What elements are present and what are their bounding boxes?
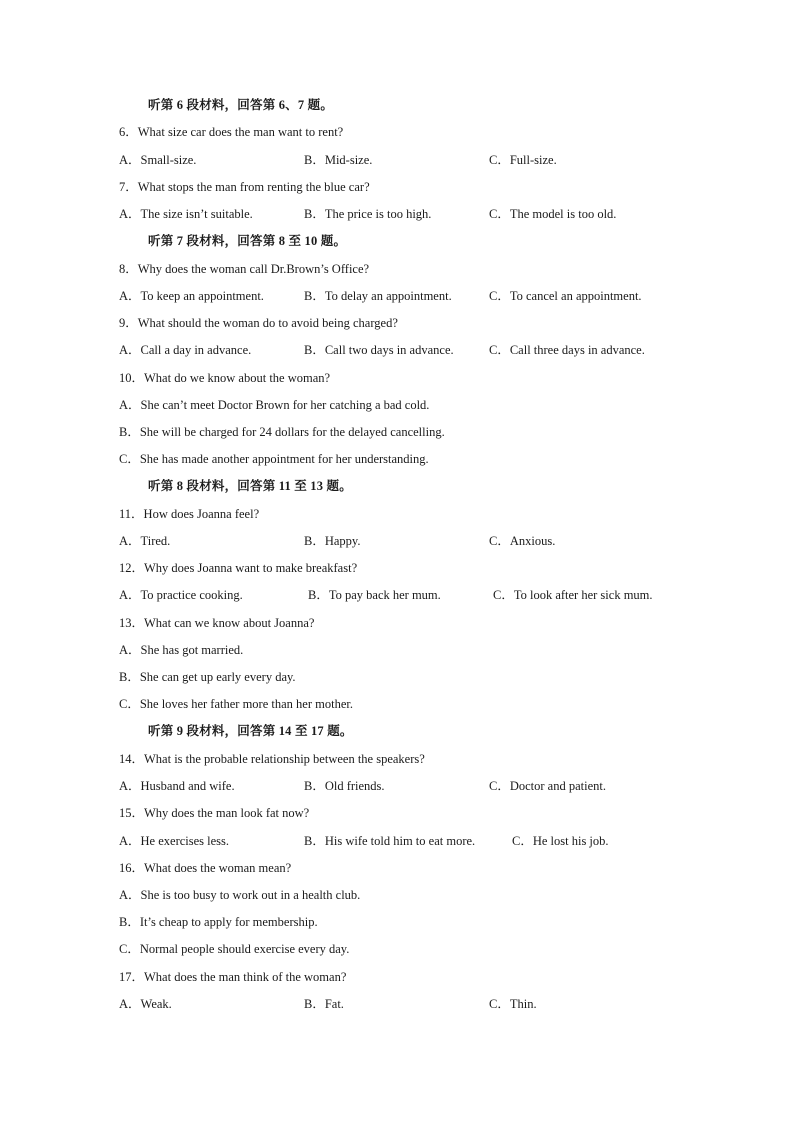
question-6: 6．What size car does the man want to rent? bbox=[119, 125, 344, 139]
option-c: C．Thin. bbox=[489, 997, 537, 1011]
option-b: B．Call two days in advance. bbox=[304, 343, 454, 357]
option-c: C．To look after her sick mum. bbox=[493, 588, 653, 602]
option-a: A．She can’t meet Doctor Brown for her catching a bad cold. bbox=[119, 398, 430, 412]
question-13: 13．What can we know about Joanna? bbox=[119, 616, 315, 630]
option-a: A．The size isn’t suitable. bbox=[119, 207, 253, 221]
option-a: A．Small-size. bbox=[119, 153, 197, 167]
option-b: B．She can get up early every day. bbox=[119, 670, 296, 684]
option-b: B．Happy. bbox=[304, 534, 361, 548]
option-a: A．Weak. bbox=[119, 997, 172, 1011]
option-b: B．Old friends. bbox=[304, 779, 385, 793]
option-a: A．Tired. bbox=[119, 534, 171, 548]
option-b: B．Fat. bbox=[304, 997, 344, 1011]
option-a: A．To keep an appointment. bbox=[119, 289, 264, 303]
question-16: 16．What does the woman mean? bbox=[119, 861, 292, 875]
option-c: C．Full-size. bbox=[489, 153, 557, 167]
option-b: B．The price is too high. bbox=[304, 207, 432, 221]
option-b: B．To delay an appointment. bbox=[304, 289, 452, 303]
option-c: C．He lost his job. bbox=[512, 834, 609, 848]
option-c: C．She has made another appointment for her understanding. bbox=[119, 452, 429, 466]
question-8: 8．Why does the woman call Dr.Brown’s Office? bbox=[119, 262, 370, 276]
question-17: 17．What does the man think of the woman? bbox=[119, 970, 347, 984]
section-heading: 听第 6 段材料，回答第 6、7 题。 bbox=[148, 98, 334, 112]
option-c: C．To cancel an appointment. bbox=[489, 289, 642, 303]
option-b: B．It’s cheap to apply for membership. bbox=[119, 915, 318, 929]
question-12: 12．Why does Joanna want to make breakfast? bbox=[119, 561, 358, 575]
question-7: 7．What stops the man from renting the blue car? bbox=[119, 180, 370, 194]
option-a: A．He exercises less. bbox=[119, 834, 230, 848]
option-b: B．She will be charged for 24 dollars for the delayed cancelling. bbox=[119, 425, 445, 439]
question-15: 15．Why does the man look fat now? bbox=[119, 806, 310, 820]
question-11: 11．How does Joanna feel? bbox=[119, 507, 260, 521]
question-14: 14．What is the probable relationship between the speakers? bbox=[119, 752, 425, 766]
section-heading: 听第 8 段材料，回答第 11 至 13 题。 bbox=[148, 479, 352, 493]
option-b: B．His wife told him to eat more. bbox=[304, 834, 476, 848]
option-a: A．She has got married. bbox=[119, 643, 244, 657]
question-10: 10．What do we know about the woman? bbox=[119, 371, 331, 385]
option-c: C．She loves her father more than her mother. bbox=[119, 697, 353, 711]
option-c: C．The model is too old. bbox=[489, 207, 617, 221]
option-b: B．Mid-size. bbox=[304, 153, 373, 167]
option-c: C．Normal people should exercise every day. bbox=[119, 942, 350, 956]
option-b: B．To pay back her mum. bbox=[308, 588, 441, 602]
option-a: A．She is too busy to work out in a health club. bbox=[119, 888, 361, 902]
option-c: C．Anxious. bbox=[489, 534, 556, 548]
section-heading: 听第 9 段材料，回答第 14 至 17 题。 bbox=[148, 724, 353, 738]
question-9: 9．What should the woman do to avoid being charged? bbox=[119, 316, 398, 330]
option-a: A．To practice cooking. bbox=[119, 588, 243, 602]
option-c: C．Doctor and patient. bbox=[489, 779, 606, 793]
section-heading: 听第 7 段材料，回答第 8 至 10 题。 bbox=[148, 234, 347, 248]
option-a: A．Call a day in advance. bbox=[119, 343, 252, 357]
option-a: A．Husband and wife. bbox=[119, 779, 235, 793]
option-c: C．Call three days in advance. bbox=[489, 343, 645, 357]
